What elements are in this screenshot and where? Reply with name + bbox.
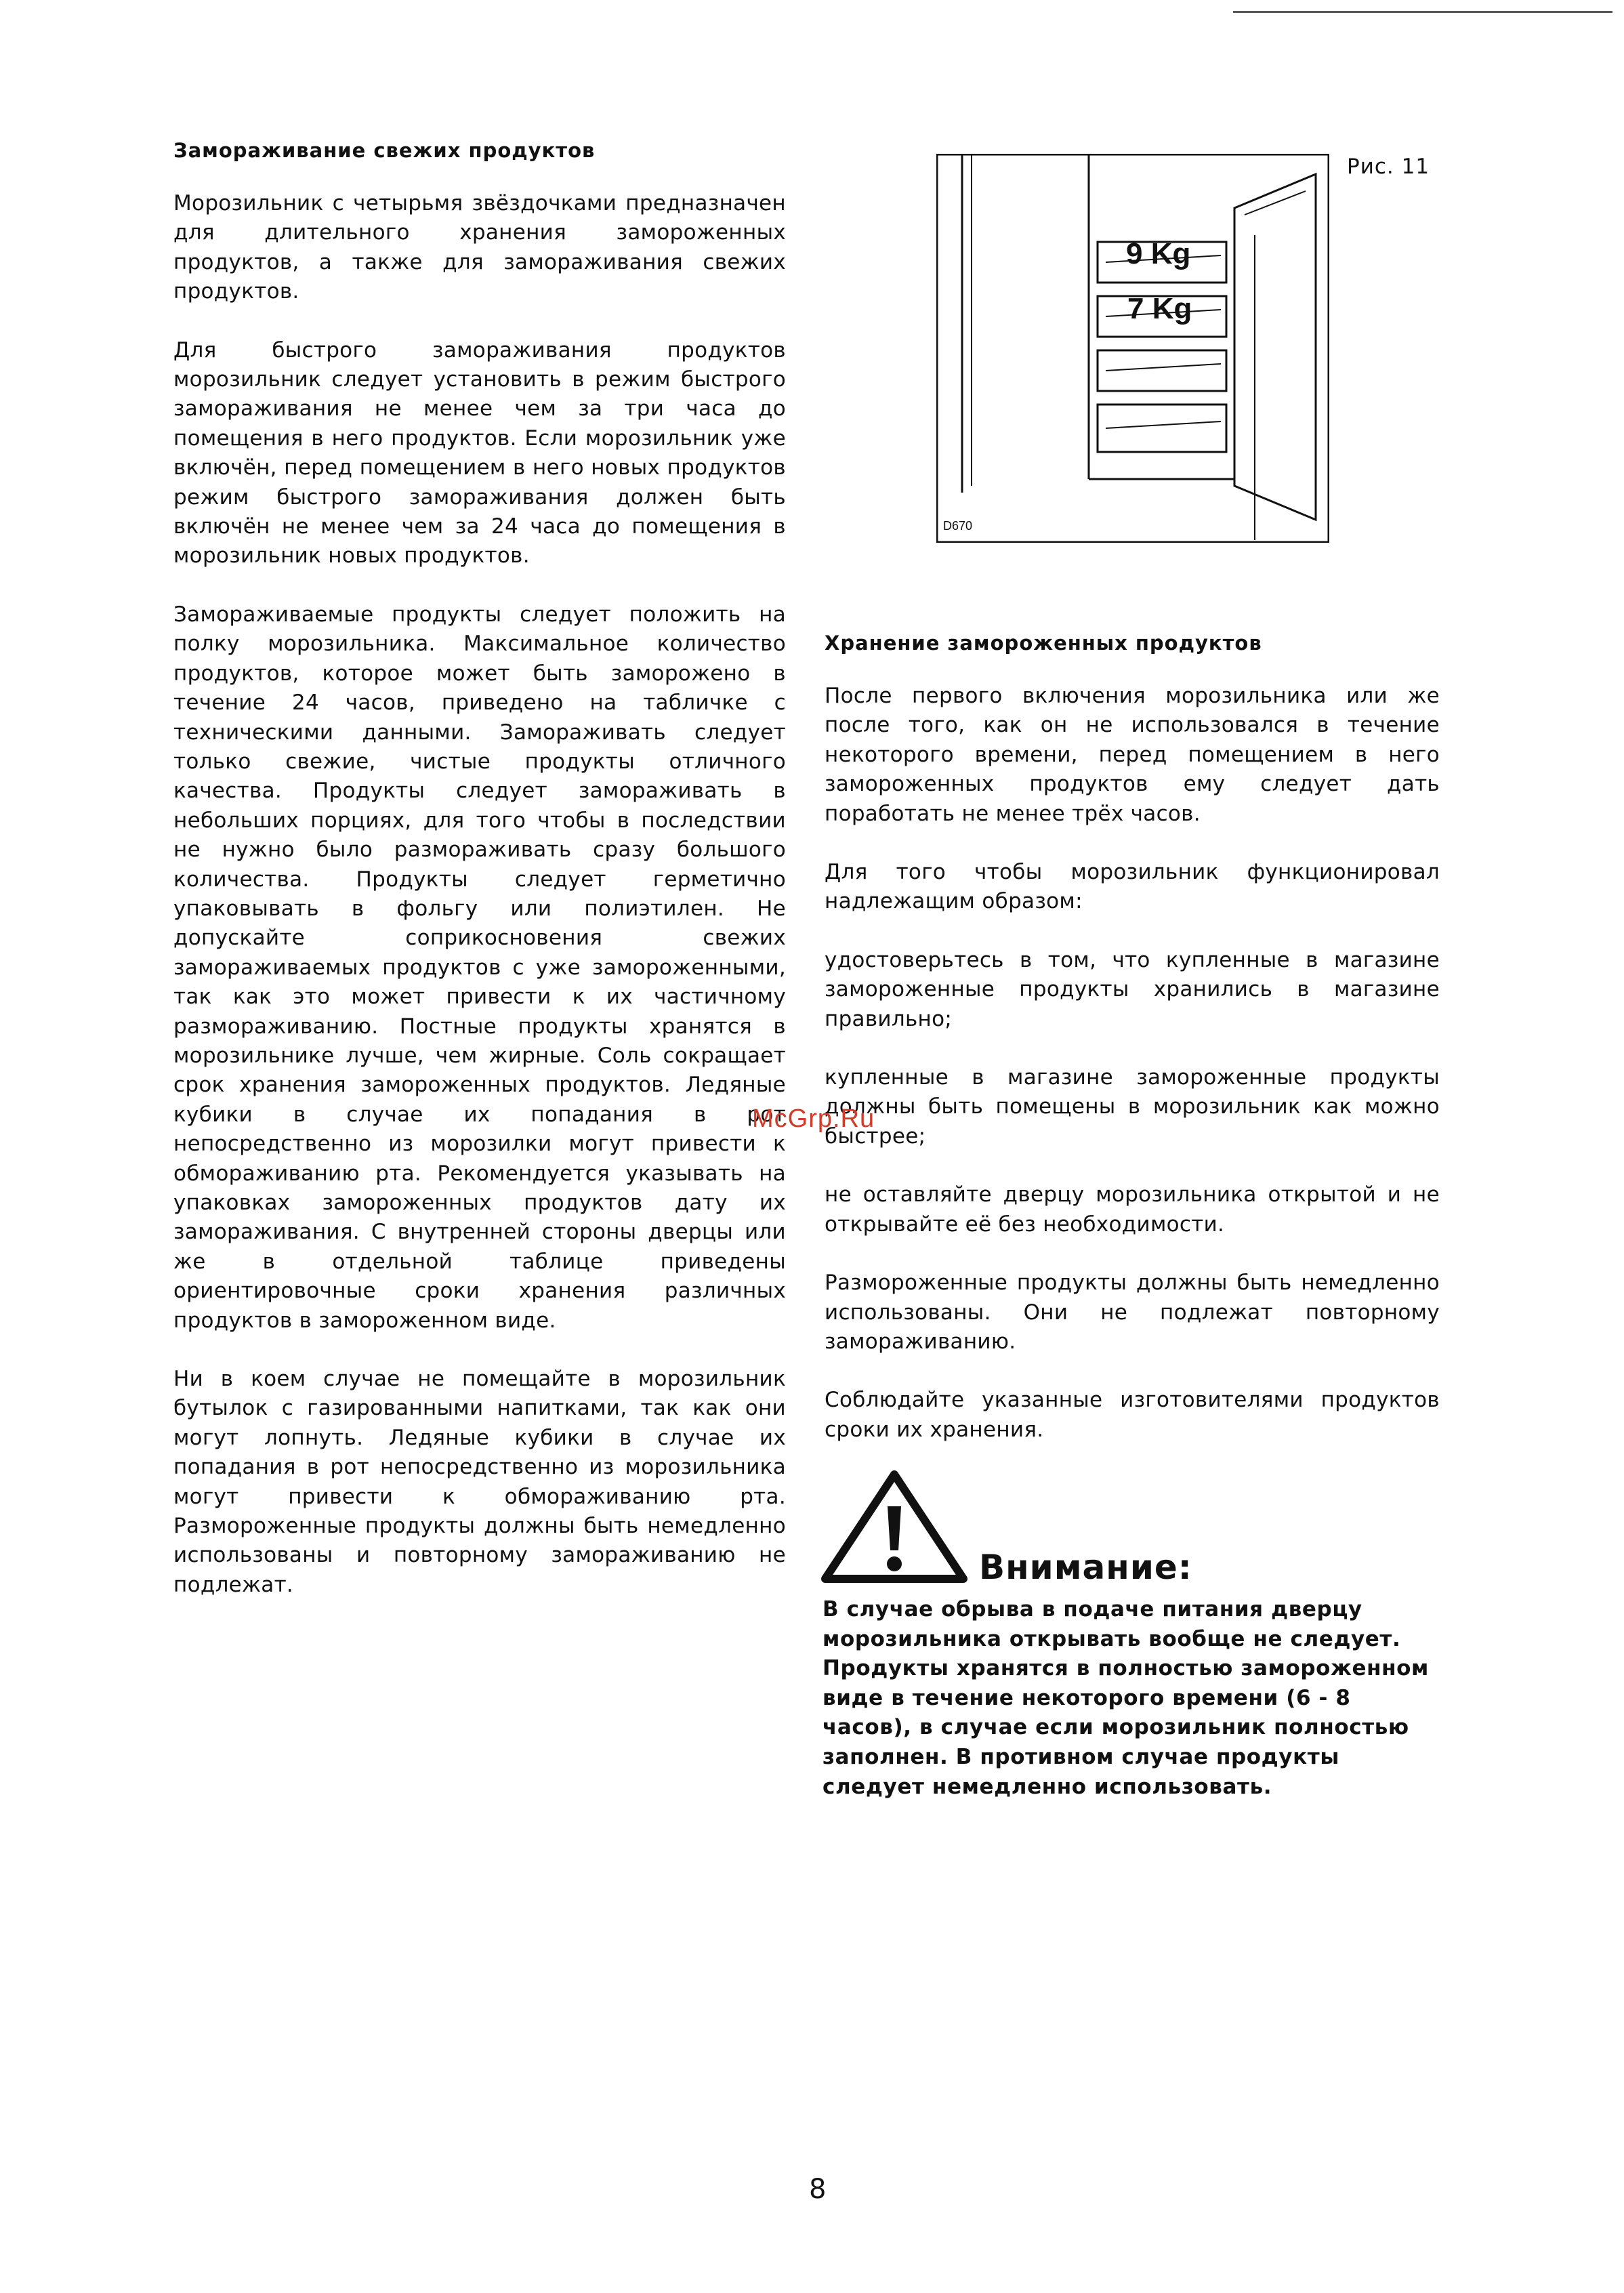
page-number: 8 — [809, 2174, 827, 2205]
figure-code: D670 — [943, 519, 973, 533]
left-column — [173, 139, 786, 1629]
warning-title: Внимание: — [979, 1548, 1192, 1587]
freezer-figure — [936, 154, 1329, 543]
section-heading-freezing: Замораживание свежих продуктов — [173, 139, 596, 162]
paragraph: Размороженные продукты должны быть немедленно использованы. Они не подлежат повторному замораживанию. — [825, 1271, 1440, 1354]
paragraph: После первого включения морозильника или же после того, как он не использовался в течение некоторого времени, перед помещением в него замороженных продуктов ему следует дать поработать не менее трёх часов. — [825, 684, 1440, 826]
header-rule — [1233, 11, 1612, 13]
watermark: McGrp.Ru — [752, 1104, 875, 1133]
warning-triangle-icon — [820, 1469, 969, 1584]
warning-body: В случае обрыва в подаче питания дверцу морозильника открывать вообще не следует. Продукты хранятся в полностью замороженном виде в течение некоторого времени (6 - 8 часов), в случае если морозильник полностью заполнен. В противном случае продукты следует немедленно использовать. — [823, 1597, 1430, 1799]
paragraph: Морозильник с четырьмя звёздочками предназначен для длительного хранения замороженных продуктов, а также для замораживания свежих продуктов. — [173, 191, 786, 304]
paragraph: Соблюдайте указанные изготовителями продуктов сроки их хранения. — [825, 1388, 1440, 1442]
section-heading-storage: Хранение замороженных продуктов — [825, 632, 1262, 655]
drawer-label-middle: 7 Kg — [1127, 292, 1192, 325]
right-column — [825, 632, 1440, 1474]
paragraph: Для быстрого замораживания продуктов морозильник следует установить в режим быстрого замораживания не менее чем за три часа до помещения в него продуктов. Если морозильник уже включён, перед помещением в него новых продуктов режим быстрого замораживания должен быть включён не менее чем за 24 часа до помещения в морозильник новых продуктов. — [173, 337, 786, 569]
drawer-label-top: 9 Kg — [1126, 237, 1191, 270]
paragraph: Для того чтобы морозильник функционировал надлежащим образом: — [825, 860, 1440, 914]
paragraph: удостоверьтесь в том, что купленные в магазине замороженные продукты хранились в магазине правильно; — [825, 947, 1440, 1031]
paragraph: купленные в магазине замороженные продукты должны быть помещены в морозильник как можно быстрее; — [825, 1065, 1440, 1149]
paragraph: Ни в коем случае не помещайте в морозильник бутылок с газированными напитками, так как они могут лопнуть. Ледяные кубики в случае их попадания в рот непосредственно из морозильника могут привести к обмораживанию рта. Размороженные продукты должны быть немедленно использованы и повторному замораживанию не подлежат. — [173, 1367, 786, 1597]
figure-label: Рис. 11 — [1347, 154, 1430, 179]
paragraph: не оставляйте дверцу морозильника открытой и не открывайте её без необходимости. — [825, 1182, 1440, 1237]
paragraph: Замораживаемые продукты следует положить на полку морозильника. Максимальное количество продуктов, которое может быть заморожено в течение 24 часов, приведено на табличке с техническими данными. Замораживать следует только свежие, чистые продукты отличного качества. Продукты следует замораживать в небольших порциях, для того чтобы в последствии не нужно было размораживать сразу большого количества. Продукты следует герметично упаковывать в фольгу или полиэтилен. Не допускайте соприкосновения свежих замораживаемых продуктов с уже замороженными, так как это может привести к их частичному размораживанию. Постные продукты хранятся в морозильнике лучше, чем жирные. Соль сокращает срок хранения замороженных продуктов. Ледяные кубики в случае их попадания в рот непосредственно из морозилки могут привести к обмораживанию рта. Рекомендуется указывать на упаковках замороженных продуктов дату их замораживания. С внутренней стороны дверцы или же в отдельной таблице приведены ориентировочные сроки хранения различных продуктов в замороженном виде. — [173, 602, 786, 1333]
